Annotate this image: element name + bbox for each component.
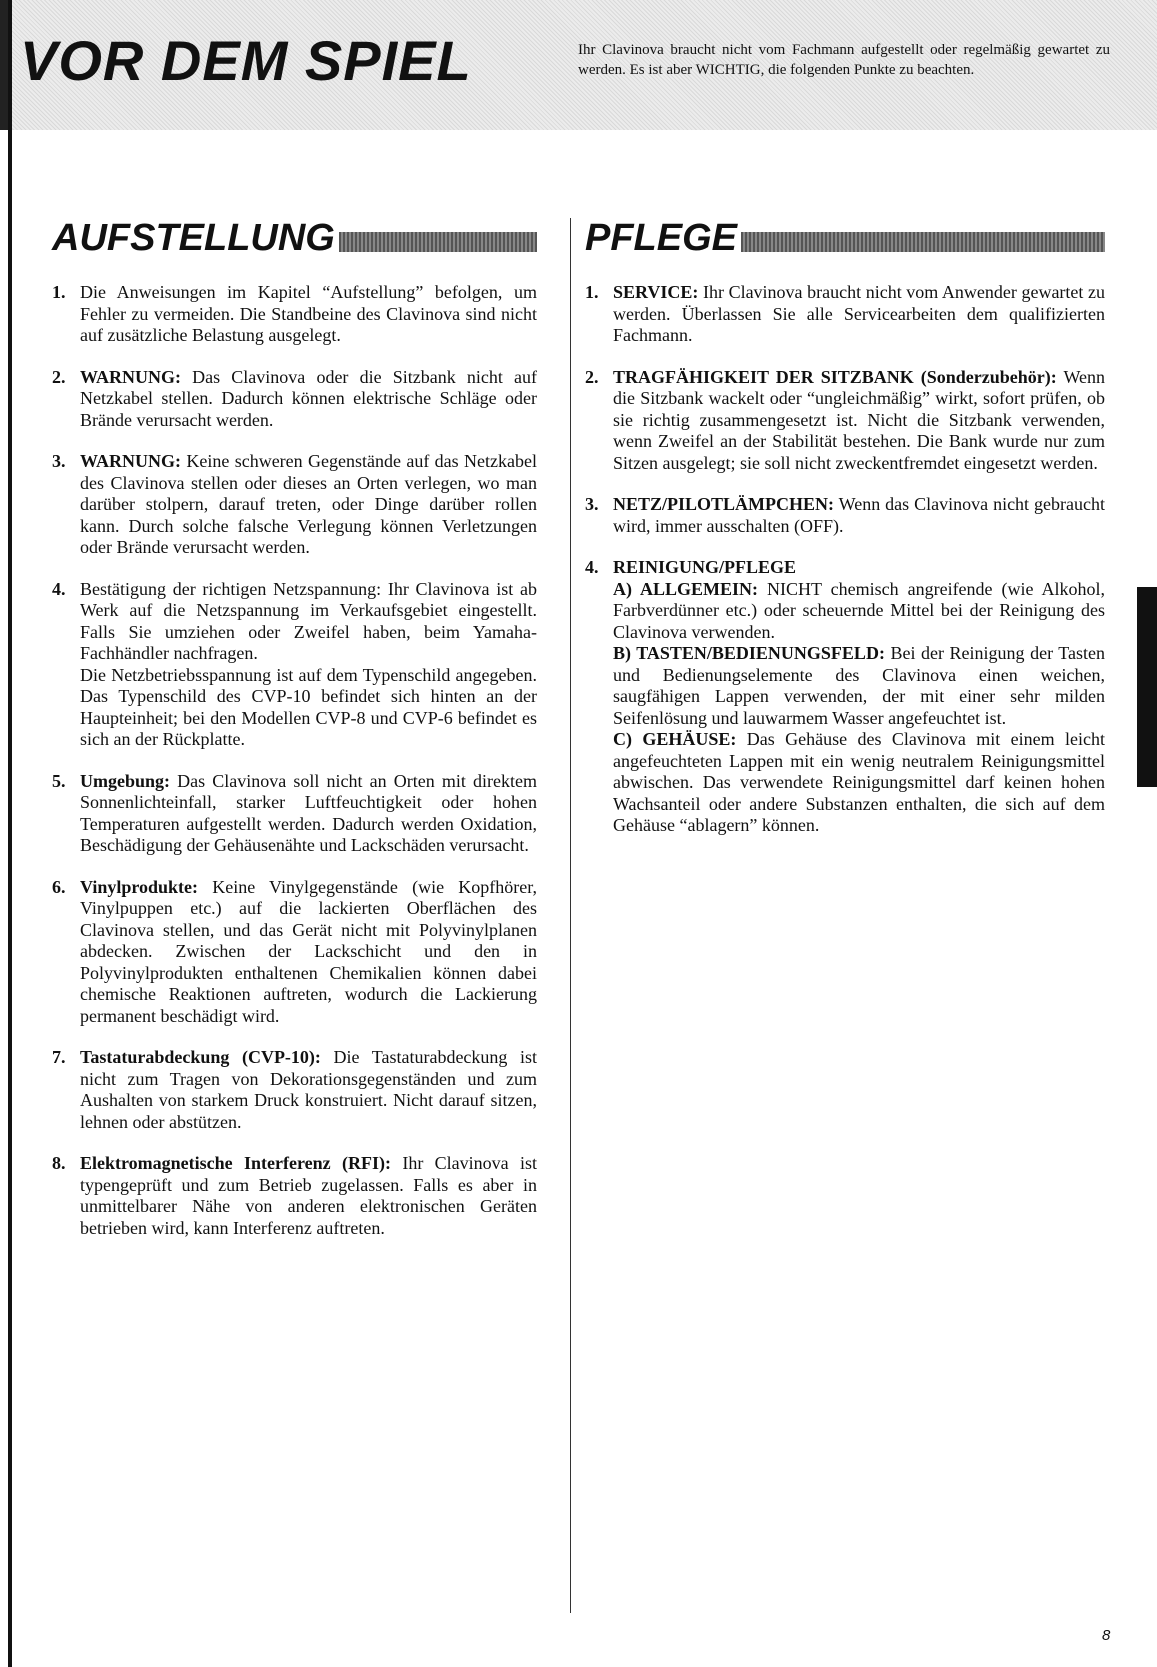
- item-number: 5.: [52, 770, 66, 791]
- item-lead: REINIGUNG/PFLEGE: [613, 557, 797, 577]
- sub-item-text: Das Gehäuse des Clavinova mit einem leicht angefeuchteten Lappen mit ein wenig neutralem Reinigungsmittel abwischen. Das verwendete Reinigungsmittel darf keinen hohen Wachsanteil oder andere Substanzen enthalten, die sich auf dem Gehäuse “ablagern” können.: [613, 729, 1106, 835]
- item-number: 6.: [52, 876, 66, 897]
- sub-item-b: [613, 643, 1105, 729]
- item-lead: SERVICE:: [613, 282, 699, 302]
- item-text: Die Tastaturabdeckung ist nicht zum Tragen von Dekorationsgegenständen und zum Aushalten von starkem Druck konstruiert. Nicht darauf sitzen, lehnen oder abstützen.: [80, 1047, 537, 1132]
- item-body: [80, 451, 537, 559]
- sub-item-text: NICHT chemisch angreifende (wie Alkohol, Farbverdünner etc.) oder scheuernde Mittel bei der Reinigung des Clavinova verwenden.: [613, 578, 1105, 642]
- item-lead: TRAGFÄHIGKEIT DER SITZBANK (Sonderzubehör):: [613, 366, 1057, 387]
- list-item: [52, 1153, 537, 1239]
- item-number: 8.: [52, 1153, 66, 1173]
- header-intro: Ihr Clavinova braucht nicht vom Fachmann aufgestellt oder regelmäßig gewartet zu werden. Es ist aber WICHTIG, die folgenden Punkte zu beachten.: [578, 42, 1110, 78]
- item-lead: Umgebung:: [80, 770, 171, 791]
- section-tab-marker: [1137, 587, 1157, 787]
- item-body: [80, 1047, 537, 1133]
- item-text: Keine schweren Gegenstände auf das Netzkabel des Clavinova stellen oder dieses an Orten verlegen, wo man darüber stolpern, darauf treten, oder Dinge darüber rollen kann. Durch solche falsche Verlegung können Verletzungen oder Brände verursacht werden.: [80, 451, 537, 557]
- item-number: 4.: [585, 557, 599, 577]
- list-item: [52, 1047, 537, 1133]
- item-lead: Tastaturabdeckung (CVP-10):: [80, 1047, 321, 1067]
- item-lead: Elektromagnetische Interferenz (RFI):: [80, 1153, 391, 1173]
- list-item: [52, 451, 537, 559]
- list-item: [585, 557, 1105, 837]
- item-text: Das Clavinova oder die Sitzbank nicht auf Netzkabel stellen. Dadurch können elektrische Schläge oder Brände verursacht werden.: [80, 366, 537, 430]
- item-number: 3.: [52, 451, 66, 471]
- sub-item-lead: A) ALLGEMEIN:: [613, 578, 758, 599]
- item-number: 1.: [52, 282, 66, 302]
- section-heading-pflege: [585, 212, 1105, 260]
- heading-bar: [339, 232, 537, 252]
- item-body: [80, 579, 537, 751]
- item-lead: Vinylprodukte:: [80, 876, 199, 897]
- item-text-continued: Die Netzbetriebsspannung ist auf dem Typenschild angegeben. Das Typenschild des CVP-10 befindet sich hinten an der Haupteinheit; bei den Modellen CVP-8 und CVP-6 befindet es sich an der Rückplatte.: [80, 664, 537, 749]
- sub-item-lead: B) TASTEN/BEDIENUNGSFELD:: [613, 643, 885, 663]
- item-number: 2.: [52, 366, 66, 387]
- sub-item-c: [613, 729, 1105, 837]
- heading-bar: [741, 232, 1105, 252]
- page-number: 8: [1102, 1627, 1111, 1644]
- item-body: [613, 367, 1105, 475]
- item-text: Wenn das Clavinova nicht gebraucht wird, immer ausschalten (OFF).: [613, 494, 1105, 536]
- section-pflege: [585, 212, 1105, 857]
- item-text: Die Anweisungen im Kapitel “Aufstellung” befolgen, um Fehler zu vermeiden. Die Standbeine des Clavinova sind nicht auf zusätzliche Belastung ausgelegt.: [80, 282, 537, 345]
- item-number: 4.: [52, 578, 66, 599]
- item-lead: NETZ/PILOTLÄMPCHEN:: [613, 494, 835, 514]
- item-body: [80, 1153, 537, 1239]
- section-heading-label: AUFSTELLUNG: [52, 217, 335, 259]
- item-lead: WARNUNG:: [80, 366, 181, 387]
- sub-item-a: [613, 579, 1105, 644]
- list-item: [585, 282, 1105, 347]
- item-number: 1.: [585, 282, 599, 302]
- item-text: Wenn die Sitzbank wackelt oder “ungleichmäßig” wirkt, sofort prüfen, ob sie richtig zusammengesetzt ist. Nicht die Sitzbank verwenden, wenn Zweifel an der Stabilität bestehen. Die Bank wurde nur zum Sitzen ausgelegt; sie soll nicht zweckentfremdet eingesetzt werden.: [613, 366, 1105, 473]
- item-body: [80, 367, 537, 432]
- section-heading-aufstellung: [52, 212, 537, 260]
- item-body: [80, 877, 537, 1028]
- list-item: [52, 877, 537, 1028]
- item-lead: WARNUNG:: [80, 451, 181, 471]
- item-body: [613, 557, 1105, 837]
- page-title: VOR DEM SPIEL: [20, 29, 472, 92]
- item-text: Bestätigung der richtigen Netzspannung: Ihr Clavinova ist ab Werk auf die Netzspannung im Verkaufsgebiet eingestellt. Falls Sie umziehen oder Zweifel haben, beim Yamaha-Fachhändler nachfragen.: [80, 578, 537, 663]
- column-divider: [570, 218, 571, 1613]
- sub-item-text: Bei der Reinigung der Tasten und Bedienungselemente des Clavinova einen weichen, saugfähigen Lappen verwenden, der mit einer sehr milden Seifenlösung und lauwarmem Wasser angefeuchtet ist.: [613, 643, 1105, 728]
- list-item: [52, 367, 537, 432]
- item-number: 2.: [585, 366, 599, 387]
- item-text: Ihr Clavinova braucht nicht vom Anwender gewartet zu werden. Überlassen Sie alle Servicearbeiten dem qualifizierten Fachmann.: [613, 282, 1105, 345]
- item-text: Keine Vinylgegenstände (wie Kopfhörer, Vinylpuppen etc.) auf die lackierten Oberflächen des Clavinova stellen, und das Gerät nicht mit Polyvinylplanen abdecken. Zwischen der Lackschicht und den in Polyvinylprodukten enthaltenen Chemikalien können dabei chemische Reaktionen auftreten, wodurch die Lackierung permanent beschädigt wird.: [80, 876, 537, 1026]
- list-item: [52, 282, 537, 347]
- list-item: [585, 494, 1105, 537]
- item-number: 3.: [585, 494, 599, 514]
- item-number: 7.: [52, 1047, 66, 1067]
- item-text: Das Clavinova soll nicht an Orten mit direktem Sonnenlichteinfall, starker Luftfeuchtigkeit oder hohen Temperaturen aufgestellt werden. Dadurch werden Oxidation, Beschädigung der Gehäusenähte und Lackschäden verursacht.: [80, 770, 538, 855]
- item-body: [613, 494, 1105, 537]
- left-edge-rule: [8, 0, 12, 1667]
- section-aufstellung: [52, 212, 537, 1259]
- list-item: [52, 771, 537, 857]
- list-item: [585, 367, 1105, 475]
- item-body: [80, 771, 537, 857]
- list-item: [52, 579, 537, 751]
- item-body: [613, 282, 1105, 347]
- item-text: Ihr Clavinova ist typengeprüft und zum Betrieb zugelassen. Falls es aber in unmittelbarer Nähe von anderen elektronischen Geräten betrieben wird, kann Interferenz auftreten.: [80, 1153, 538, 1238]
- item-body: [80, 282, 537, 347]
- sub-item-lead: C) GEHÄUSE:: [613, 729, 737, 749]
- section-heading-label: PFLEGE: [585, 217, 738, 259]
